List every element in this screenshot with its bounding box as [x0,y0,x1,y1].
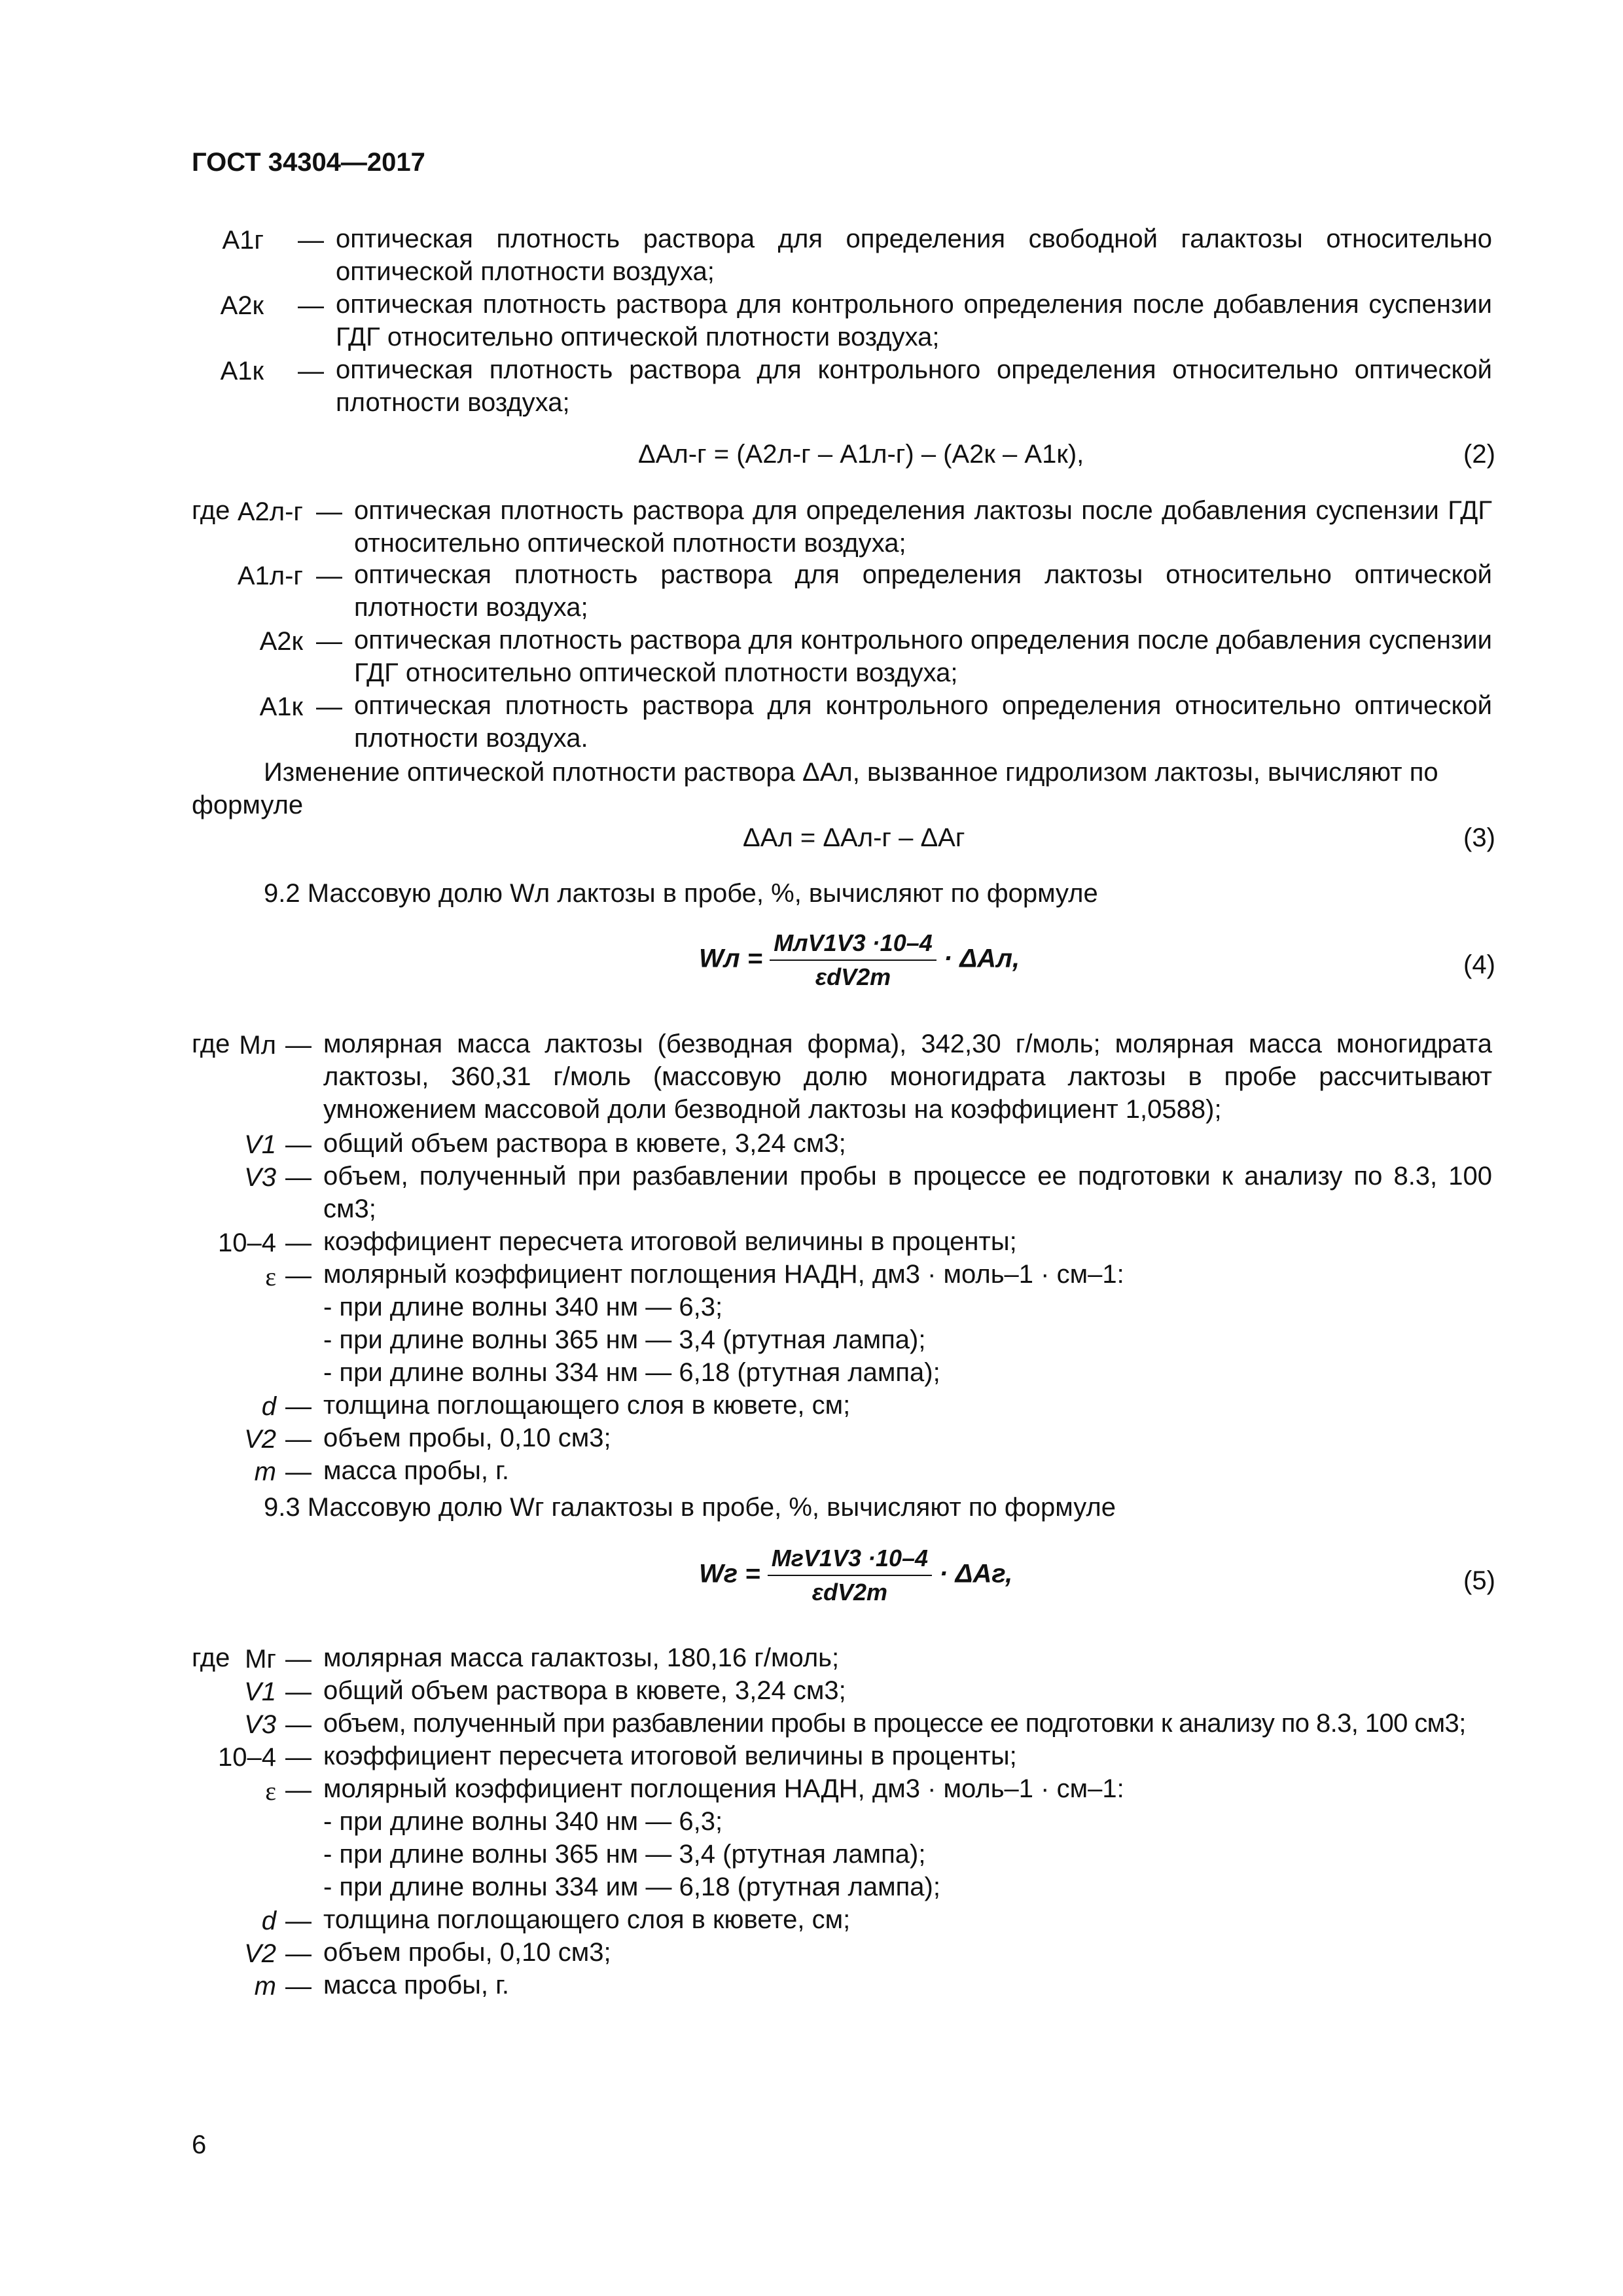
document-header: ГОСТ 34304—2017 [192,148,425,177]
symbol-a2lg: A2л-г [237,497,303,526]
list-item: - при длине волны 340 нм — 6,3; [323,1807,723,1836]
where-label: где [192,1030,230,1058]
definition-v3: объем, полученный при разбавлении пробы в процессе ее подготовки к анализу по 8.3, 100 см3; [323,1709,1466,1738]
definition-v1: общий объем раствора в кювете, 3,24 см3; [323,1129,846,1158]
em-dash: — [285,1776,312,1804]
page-number: 6 [192,2130,207,2159]
list-item: - при длине волны 334 нм — 6,18 (ртутная лампа); [323,1358,940,1387]
definition-coef: коэффициент пересчета итоговой величины в проценты; [323,1227,1017,1256]
list-item: - при длине волны 340 нм — 6,3; [323,1293,723,1321]
equation-2: ΔAл-г = (A2л-г – A1л-г) – (A2к – A1к), [638,440,1084,469]
definition-d: толщина поглощающего слоя в кювете, см; [323,1905,851,1934]
em-dash: — [285,1130,312,1159]
em-dash: — [298,357,324,386]
definition-m: масса пробы, г. [323,1456,509,1485]
symbol-m: m [254,1458,276,1486]
symbol-a2k: A2к [259,627,303,656]
eq4-denominator: εdV2m [815,963,891,990]
em-dash: — [285,1743,312,1772]
em-dash: — [285,1458,312,1486]
definition-a1k: оптическая плотность раствора для контрольного определения относительно оптической плотности воздуха; [336,355,1492,417]
where-label: где [192,1643,230,1672]
list-item: - при длине волны 334 им — 6,18 (ртутная лампа); [323,1873,940,1901]
eq5-numerator: MгV1V3 ·10–4 [768,1545,932,1576]
definition-v1: общий объем раствора в кювете, 3,24 см3; [323,1676,846,1705]
em-dash: — [316,692,342,721]
symbol-coef: 10–4 [218,1229,276,1257]
symbol-epsilon: ε [265,1776,276,1806]
symbol-ml: Mл [239,1031,276,1060]
definition-m: масса пробы, г. [323,1971,509,2000]
definition-epsilon: молярный коэффициент поглощения НАДН, дм3 · моль–1 · см–1: [323,1260,1124,1289]
em-dash: — [285,1907,312,1935]
definition-v3: объем, полученный при разбавлении пробы в процессе ее подготовки к анализу по 8.3, 100 см3; [323,1162,1492,1223]
definition-a2k: оптическая плотность раствора для контрольного определения после добавления суспензии ГДГ относительно оптической плотности воздуха; [336,290,1492,351]
equation-3: ΔAл = ΔAл-г – ΔAг [743,823,965,852]
eq4-fraction [770,929,936,991]
definition-mg: молярная масса галактозы, 180,16 г/моль; [323,1643,840,1672]
em-dash: — [285,1677,312,1706]
symbol-a1k: A1к [259,692,303,721]
em-dash: — [285,1163,312,1192]
eq5-fraction [768,1545,932,1606]
em-dash: — [298,291,324,320]
definition-d: толщина поглощающего слоя в кювете, см; [323,1391,851,1420]
em-dash: — [285,1710,312,1739]
em-dash: — [316,497,342,526]
definition-a1g: оптическая плотность раствора для определения свободной галактозы относительно оптической плотности воздуха; [336,224,1492,286]
definition-ml: молярная масса лактозы (безводная форма), 342,30 г/моль; молярная масса моногидрата лактозы, 360,31 г/моль (массовую долю моногидрата лактозы в пробе рассчитывают умножением массовой доли безводной лактозы на коэффициент 1,0588); [323,1030,1492,1124]
em-dash: — [285,1229,312,1257]
definition-a2k: оптическая плотность раствора для контрольного определения после добавления суспензии ГДГ относительно оптической плотности воздуха; [354,626,1492,687]
em-dash: — [298,226,324,255]
definition-v2: объем пробы, 0,10 см3; [323,1424,611,1452]
symbol-coef: 10–4 [218,1743,276,1772]
em-dash: — [316,562,342,590]
symbol-v3: V3 [244,1710,276,1739]
list-item: - при длине волны 365 нм — 3,4 (ртутная лампа); [323,1840,926,1869]
definition-epsilon: молярный коэффициент поглощения НАДН, дм3 · моль–1 · см–1: [323,1774,1124,1803]
eq5-lhs: Wг = [699,1559,760,1588]
em-dash: — [285,1031,312,1060]
equation-number-3: (3) [1463,823,1495,852]
symbol-m: m [254,1972,276,2001]
equation-4 [699,929,1020,991]
symbol-d: d [261,1907,276,1935]
symbol-d: d [261,1392,276,1421]
where-label: где [192,496,230,525]
section-9-2: 9.2 Массовую долю Wл лактозы в пробе, %, вычисляют по формуле [264,879,1098,908]
em-dash: — [285,1939,312,1968]
equation-number-4: (4) [1463,950,1495,979]
paragraph-change: Изменение оптической плотности раствора ΔAл, вызванное гидролизом лактозы, вычисляют по формуле [192,758,1438,819]
symbol-a1lg: A1л-г [237,562,303,590]
symbol-v3: V3 [244,1163,276,1192]
definition-v2: объем пробы, 0,10 см3; [323,1938,611,1967]
equation-number-2: (2) [1463,440,1495,469]
section-9-3: 9.3 Массовую долю Wг галактозы в пробе, %, вычисляют по формуле [264,1493,1116,1522]
symbol-a2k: A2к [220,291,264,320]
em-dash: — [285,1261,312,1290]
equation-number-5: (5) [1463,1566,1495,1595]
symbol-a1k: A1к [220,357,264,386]
symbol-mg: Mг [245,1645,276,1674]
symbol-a1g: A1г [222,226,264,255]
eq4-rhs: · ΔAл, [943,944,1020,973]
em-dash: — [285,1972,312,2001]
eq5-rhs: · ΔAг, [939,1559,1013,1588]
definition-a2lg: оптическая плотность раствора для определения лактозы после добавления суспензии ГДГ относительно оптической плотности воздуха; [354,496,1492,558]
symbol-epsilon: ε [265,1262,276,1291]
symbol-v2: V2 [244,1939,276,1968]
definition-a1k: оптическая плотность раствора для контрольного определения относительно оптической плотности воздуха. [354,691,1492,753]
em-dash: — [316,627,342,656]
definition-coef: коэффициент пересчета итоговой величины в проценты; [323,1742,1017,1770]
eq4-numerator: MлV1V3 ·10–4 [770,929,936,961]
em-dash: — [285,1425,312,1454]
list-item: - при длине волны 365 нм — 3,4 (ртутная лампа); [323,1325,926,1354]
definition-a1lg: оптическая плотность раствора для определения лактозы относительно оптической плотности воздуха; [354,560,1492,622]
symbol-v2: V2 [244,1425,276,1454]
symbol-v1: V1 [244,1130,276,1159]
eq4-lhs: Wл = [699,944,763,973]
eq5-denominator: εdV2m [812,1579,887,1605]
em-dash: — [285,1645,312,1674]
symbol-v1: V1 [244,1677,276,1706]
equation-5 [699,1545,1012,1606]
em-dash: — [285,1392,312,1421]
